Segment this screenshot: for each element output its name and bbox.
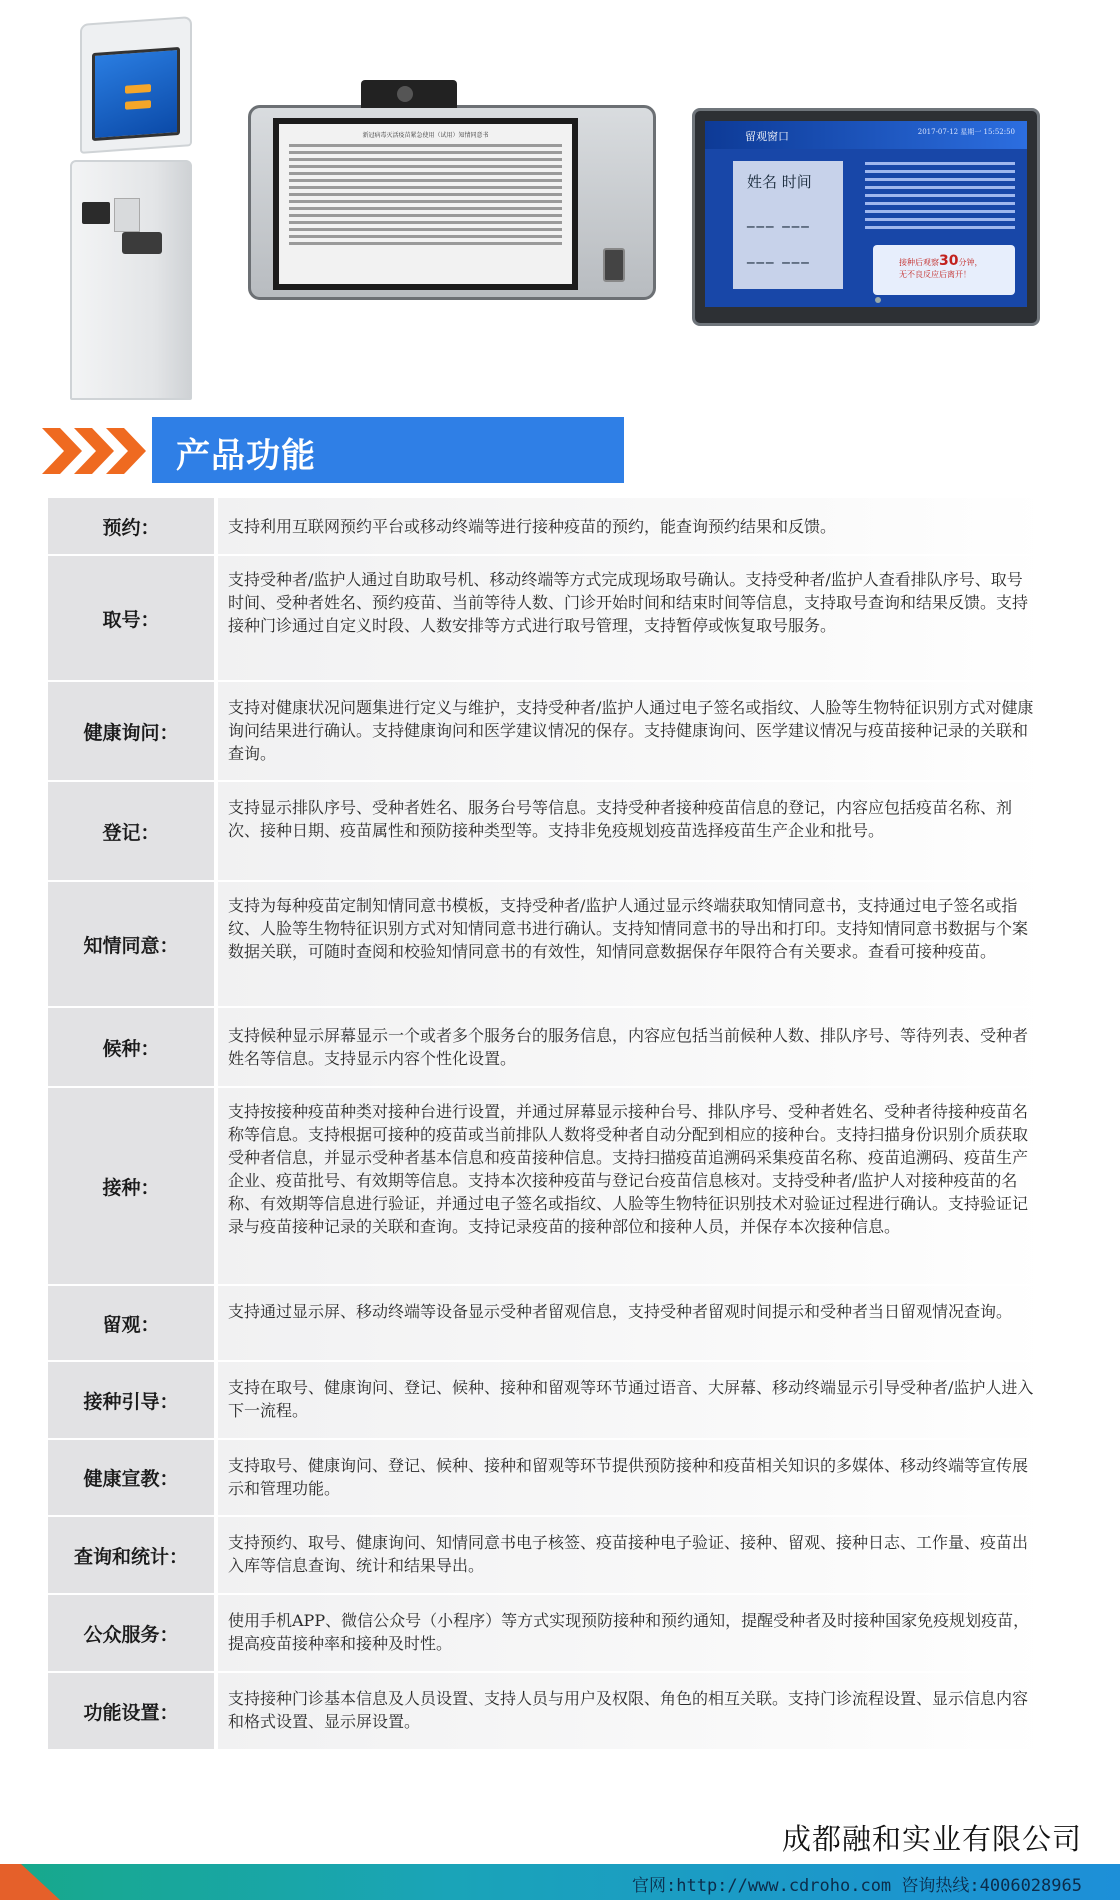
feature-description: 支持为每种疫苗定制知情同意书模板，支持受种者/监护人通过显示终端获取知情同意书，支持通过电子签名或指纹、人脸等生物特征识别方式对知情同意书进行确认。支持知情同意书的导出和打印。支持知情同意书数据与个案数据关联，可随时查阅和校验知情同意书的有效性，知情同意数据保存年限符合有关要求。查看可接种疫苗。 [218, 882, 1048, 1006]
feature-label: 登记： [48, 782, 216, 880]
feature-description: 使用手机APP、微信公众号（小程序）等方式实现预防接种和预约通知，提醒受种者及时接种国家免疫规划疫苗，提高疫苗接种率和接种及时性。 [218, 1595, 1048, 1671]
feature-label: 取号： [48, 556, 216, 680]
table-row [48, 882, 1048, 1008]
feature-description: 支持利用互联网预约平台或移动终端等进行接种疫苗的预约，能查询预约结果和反馈。 [218, 498, 1048, 554]
feature-label: 健康宣教： [48, 1440, 216, 1515]
feature-label: 预约： [48, 498, 216, 554]
product-photos [0, 0, 1120, 400]
feature-label: 健康询问： [48, 682, 216, 780]
feature-description: 支持显示排队序号、受种者姓名、服务台号等信息。支持受种者接种疫苗信息的登记，内容应包括疫苗名称、剂次、接种日期、疫苗属性和预防接种类型等。支持非免疫规划疫苗选择疫苗生产企业和批号。 [218, 782, 1048, 880]
tablet-screen-title: 新冠病毒灭活疫苗紧急使用（试用）知情同意书 [362, 132, 489, 139]
table-row [48, 1595, 1048, 1673]
camera-icon [361, 80, 457, 108]
table-row [48, 1008, 1048, 1088]
section-title: 产品功能 [176, 436, 316, 476]
company-name: 成都融和实业有限公司 [781, 1822, 1082, 1856]
feature-label: 留观： [48, 1286, 216, 1360]
monitor-time: 2017-07-12 星期一 15:52:50 [917, 128, 1015, 136]
feature-label: 接种： [48, 1088, 216, 1284]
monitor-header: 留观窗口 [745, 130, 789, 143]
feature-label: 候种： [48, 1008, 216, 1086]
table-row [48, 1088, 1048, 1286]
table-row [48, 498, 1048, 556]
monitor-card: 姓名 时间 ___ ___ ___ ___ [733, 161, 843, 289]
feature-table [48, 498, 1048, 1751]
fingerprint-reader-icon [603, 248, 625, 282]
table-row [48, 1517, 1048, 1595]
chevron-arrows-icon [42, 428, 152, 474]
feature-description: 支持受种者/监护人通过自助取号机、移动终端等方式完成现场取号确认。支持受种者/监护人查看排队序号、取号时间、受种者姓名、预约疫苗、当前等待人数、门诊开始时间和结束时间等信息，支持取号查询和结果反馈。支持接种门诊通过自定义时段、人数安排等方式进行取号管理，支持暂停或恢复取号服务。 [218, 556, 1048, 680]
consent-tablet-image [248, 105, 656, 300]
table-row [48, 682, 1048, 782]
observation-monitor-image [692, 108, 1040, 326]
table-row [48, 1440, 1048, 1517]
feature-description: 支持通过显示屏、移动终端等设备显示受种者留观信息，支持受种者留观时间提示和受种者当日留观情况查询。 [218, 1286, 1048, 1360]
feature-label: 公众服务： [48, 1595, 216, 1671]
monitor-notice: 接种后观察30分钟， 无不良反应后离开！ [873, 245, 1015, 295]
section-heading [152, 417, 624, 483]
feature-label: 知情同意： [48, 882, 216, 1006]
table-row [48, 1673, 1048, 1751]
feature-description: 支持接种门诊基本信息及人员设置、支持人员与用户及权限、角色的相互关联。支持门诊流程设置、显示信息内容和格式设置、显示屏设置。 [218, 1673, 1048, 1749]
table-row [48, 556, 1048, 682]
feature-description: 支持候种显示屏幕显示一个或者多个服务台的服务信息，内容应包括当前候种人数、排队序号、等待列表、受种者姓名等信息。支持显示内容个性化设置。 [218, 1008, 1048, 1086]
feature-label: 接种引导： [48, 1362, 216, 1438]
table-row [48, 1362, 1048, 1440]
feature-label: 功能设置： [48, 1673, 216, 1749]
feature-description: 支持对健康状况问题集进行定义与维护，支持受种者/监护人通过电子签名或指纹、人脸等生物特征识别方式对健康询问结果进行确认。支持健康询问和医学建议情况的保存。支持健康询问、医学建议情况与疫苗接种记录的关联和查询。 [218, 682, 1048, 780]
footer-bar [0, 1864, 1120, 1900]
footer-stripe [0, 1864, 60, 1900]
feature-label: 查询和统计： [48, 1517, 216, 1593]
table-row [48, 782, 1048, 882]
monitor-card-cols: 姓名 时间 [747, 173, 812, 191]
feature-description: 支持预约、取号、健康询问、知情同意书电子核签、疫苗接种电子验证、接种、留观、接种日志、工作量、疫苗出入库等信息查询、统计和结果导出。 [218, 1517, 1048, 1593]
table-row [48, 1286, 1048, 1362]
feature-description: 支持取号、健康询问、登记、候种、接种和留观等环节提供预防接种和疫苗相关知识的多媒体、移动终端等宣传展示和管理功能。 [218, 1440, 1048, 1515]
footer-contact: 官网:http://www.cdroho.com 咨询热线:4006028965 [632, 1876, 1082, 1896]
feature-description: 支持在取号、健康询问、登记、候种、接种和留观等环节通过语音、大屏幕、移动终端显示引导受种者/监护人进入下一流程。 [218, 1362, 1048, 1438]
kiosk-image [70, 20, 200, 390]
feature-description: 支持按接种疫苗种类对接种台进行设置，并通过屏幕显示接种台号、排队序号、受种者姓名、受种者待接种疫苗名称等信息。支持根据可接种的疫苗或当前排队人数将受种者自动分配到相应的接种台。支持扫描身份识别介质获取受种者信息，并显示受种者基本信息和疫苗接种信息。支持扫描疫苗追溯码采集疫苗名称、疫苗追溯码、疫苗生产企业、疫苗批号、有效期等信息。支持本次接种疫苗与登记台疫苗信息核对。支持受种者/监护人对接种疫苗的名称、有效期等信息进行验证，并通过电子签名或指纹、人脸等生物特征识别技术对验证过程进行确认。支持验证记录与疫苗接种记录的关联和查询。支持记录疫苗的接种部位和接种人员，并保存本次接种信息。 [218, 1088, 1048, 1284]
